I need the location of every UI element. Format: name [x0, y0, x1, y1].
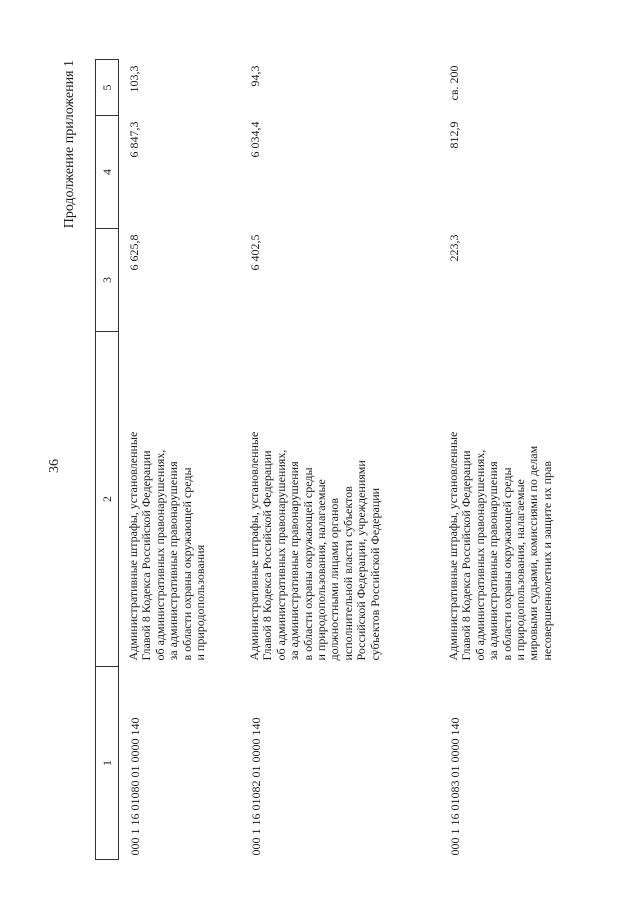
- description-line: об административных правонарушениях,: [472, 449, 487, 661]
- row-code: 000 1 16 01083 01 0000 140: [448, 717, 462, 856]
- description-line: об административных правонарушениях,: [152, 449, 167, 661]
- description-line: в области охраны окружающей среды: [179, 467, 194, 661]
- description-line: в области охраны окружающей среды: [499, 467, 514, 661]
- description-line: мировыми судьями, комиссиями по делам: [526, 445, 541, 661]
- description-line: за административные правонарушения: [166, 461, 181, 661]
- row-value-col4: 812,9: [447, 121, 461, 149]
- row-value-col5: 94,3: [248, 65, 262, 87]
- row-code: 000 1 16 01082 01 0000 140: [249, 717, 263, 856]
- header-note: Продолжение приложения 1: [62, 60, 77, 229]
- row-value-col4: 6 847,3: [127, 121, 141, 158]
- description-line: за административные правонарушения: [486, 461, 501, 661]
- description-line: и природопользования, налагаемые: [513, 479, 528, 661]
- description-line: Административные штрафы, установленные: [247, 431, 261, 661]
- row-description: [240, 332, 439, 667]
- description-line: об административных правонарушениях,: [273, 449, 288, 661]
- description-line: исполнительной власти субъектов: [340, 486, 355, 661]
- row-value-col3: 6 625,8: [127, 234, 141, 271]
- page-number: 36: [47, 459, 62, 473]
- row-value-col3: 6 402,5: [248, 234, 262, 271]
- description-line: Главой 8 Кодекса Российской Федерации: [139, 450, 154, 661]
- description-line: субъектов Российской Федерации: [367, 487, 382, 661]
- row-value-col5: 103,3: [127, 65, 141, 93]
- column-header-2: 2: [96, 332, 119, 667]
- column-header-5: 5: [96, 60, 119, 116]
- description-line: Главой 8 Кодекса Российской Федерации: [260, 450, 275, 661]
- table-row: [439, 60, 628, 860]
- column-header-4: 4: [96, 116, 119, 229]
- description-line: несовершеннолетних и защите их прав: [539, 460, 554, 661]
- data-table: [95, 59, 628, 860]
- description-line: Административные штрафы, установленные: [446, 431, 460, 661]
- row-value-col5: св. 200: [447, 65, 461, 101]
- table-row: [240, 60, 439, 860]
- table-row: [119, 60, 241, 860]
- description-line: в области охраны окружающей среды: [300, 467, 315, 661]
- row-value-col3: 223,3: [447, 234, 461, 262]
- table-header-row: [96, 60, 119, 860]
- row-description: [439, 332, 628, 667]
- description-line: и природопользования, налагаемые: [314, 479, 329, 661]
- row-value-col4: 6 034,4: [248, 121, 262, 158]
- description-line: Главой 8 Кодекса Российской Федерации: [459, 450, 474, 661]
- description-line: Административные штрафы, установленные: [126, 431, 140, 661]
- rotated-page-content: [62, 60, 605, 860]
- row-code: 000 1 16 01080 01 0000 140: [128, 717, 142, 856]
- column-header-1: 1: [96, 667, 119, 860]
- description-line: должностными лицами органов: [327, 497, 342, 661]
- description-line: Российской Федерации, учреждениями: [354, 460, 369, 661]
- description-line: за административные правонарушения: [287, 461, 302, 661]
- column-header-3: 3: [96, 229, 119, 332]
- description-line: и природопользования: [193, 544, 208, 661]
- row-description: [119, 332, 241, 667]
